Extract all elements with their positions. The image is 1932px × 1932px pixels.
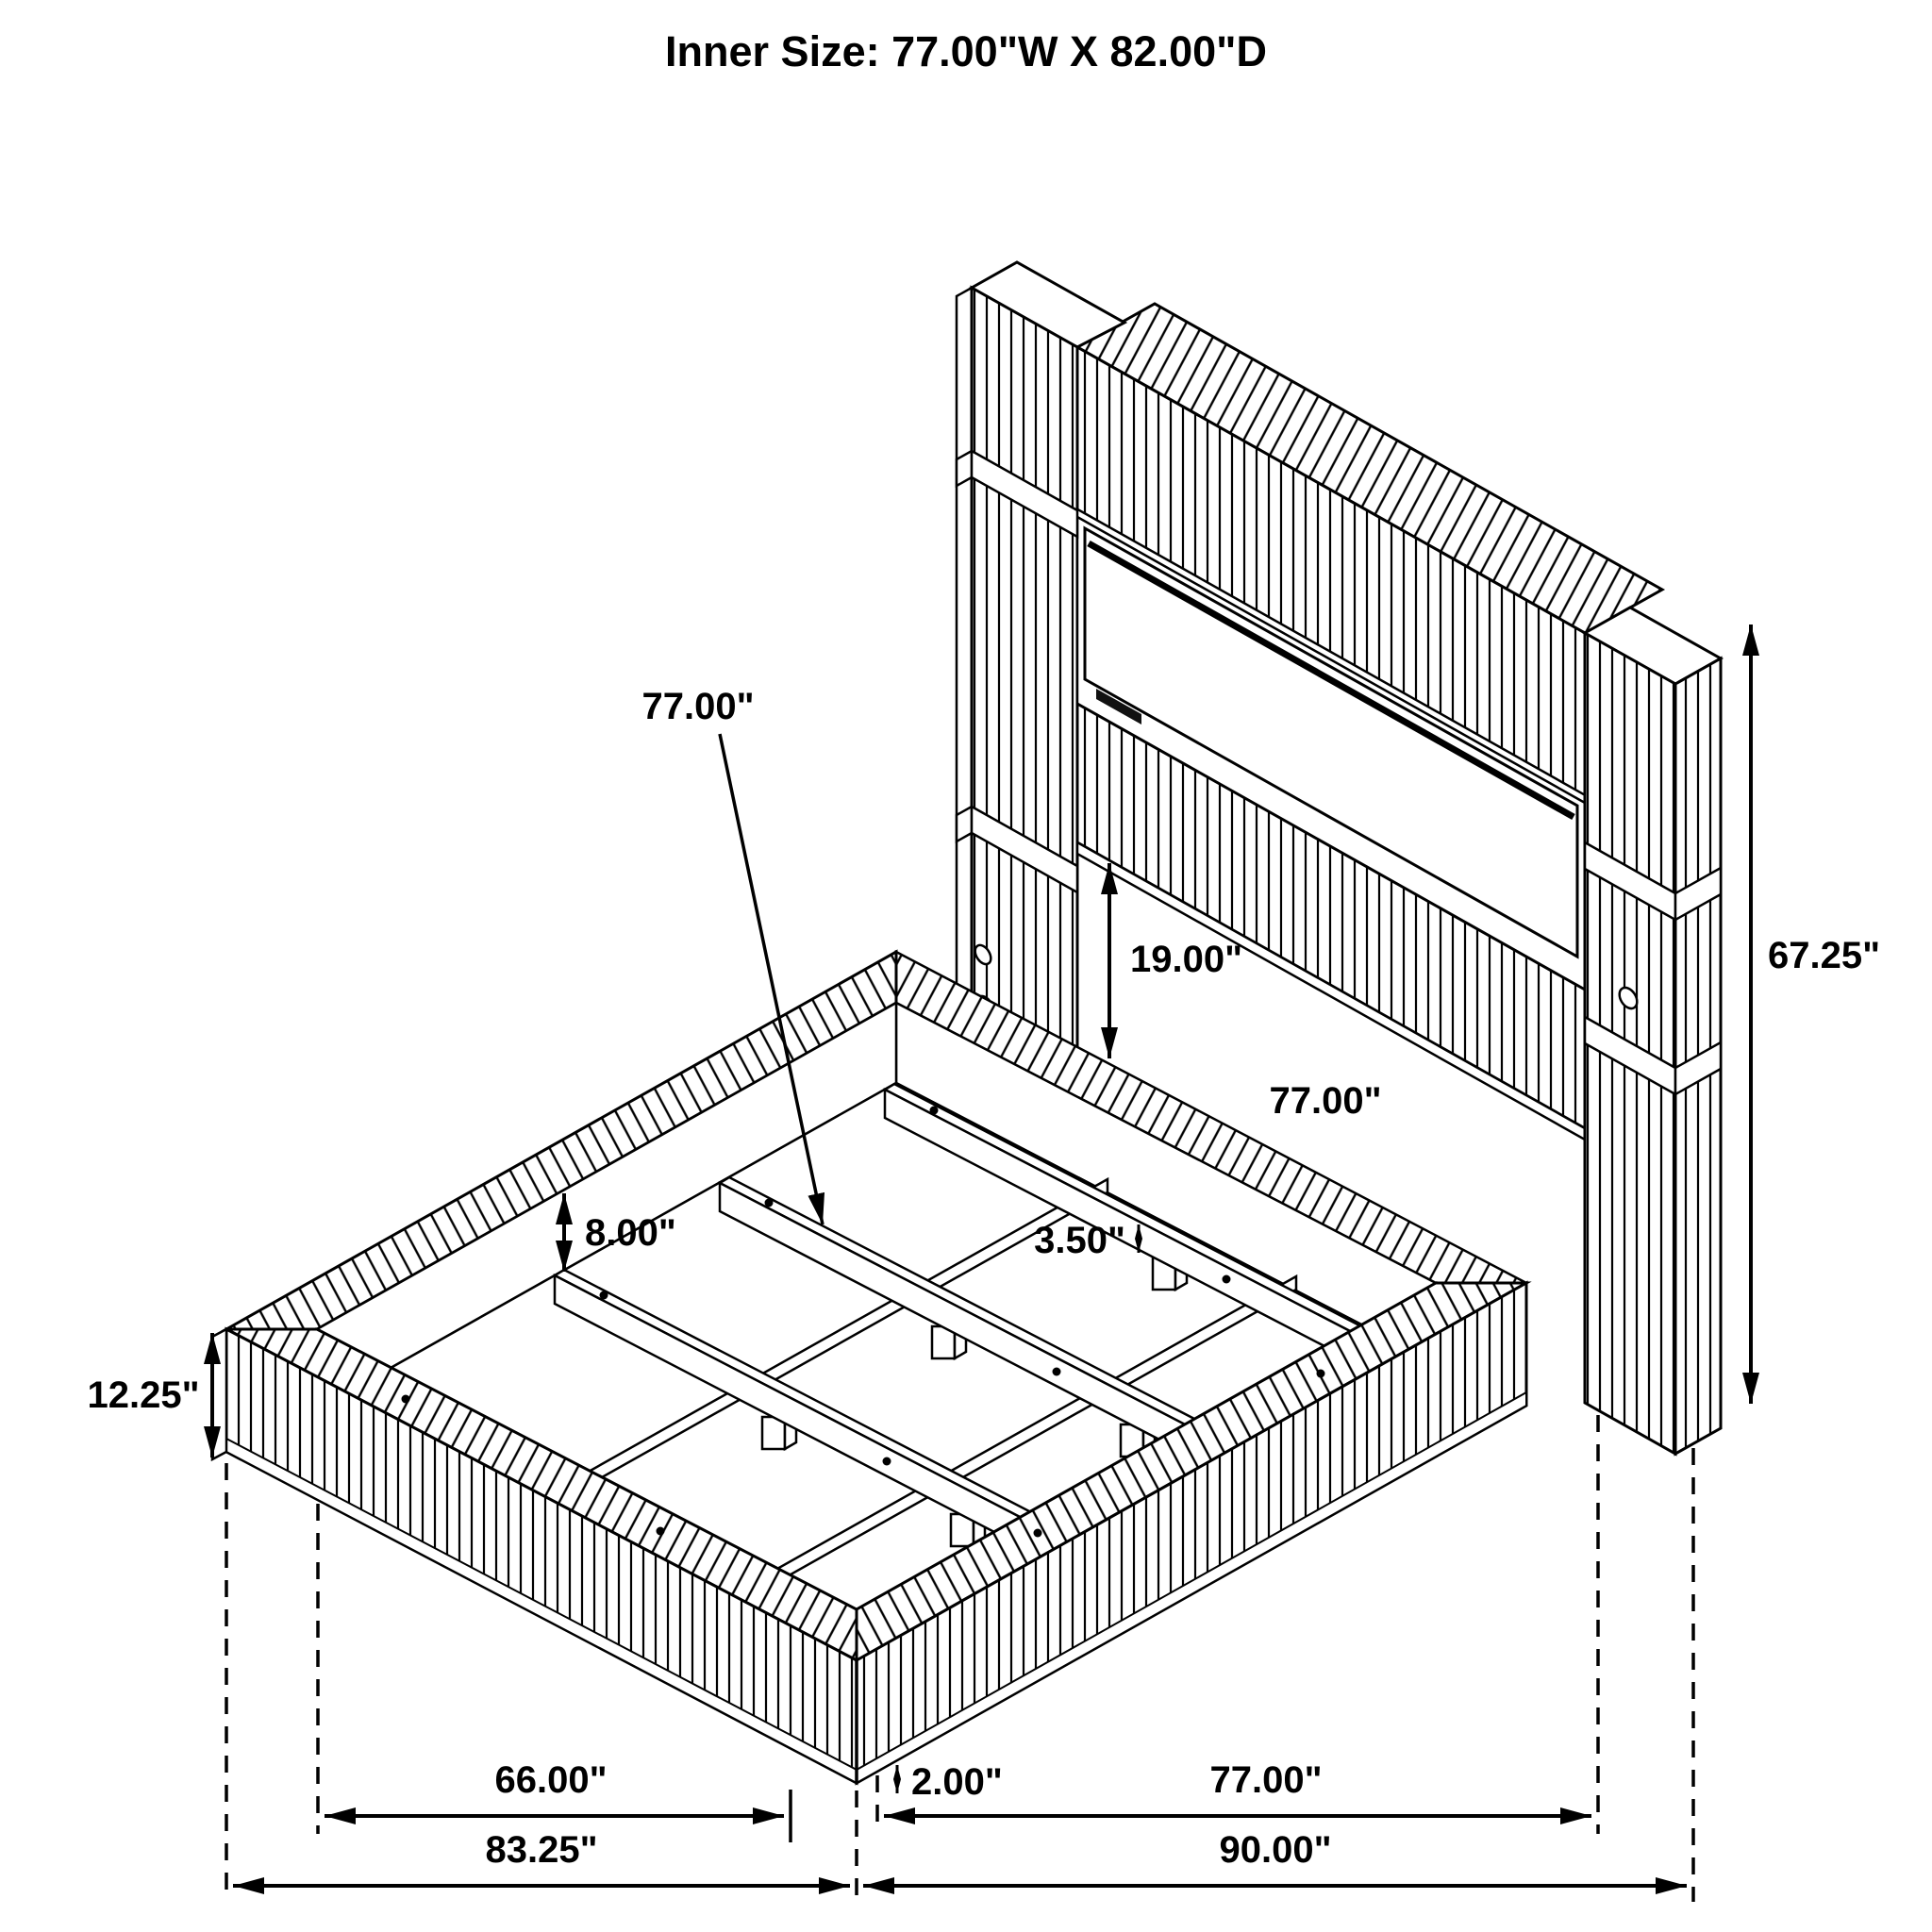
rail-left-end-face xyxy=(212,1329,226,1459)
dim-label-1225: 12.25" xyxy=(87,1374,200,1416)
left-post-side-face xyxy=(957,288,972,1074)
dim-label-66: 66.00" xyxy=(494,1759,608,1801)
dim-label-8: 8.00" xyxy=(585,1212,676,1254)
dim-label-350: 3.50" xyxy=(1034,1220,1125,1261)
page-title: Inner Size: 77.00"W X 82.00"D xyxy=(665,27,1267,75)
dim-label-77-bottom: 77.00" xyxy=(1209,1759,1323,1801)
dim-label-19: 19.00" xyxy=(1130,939,1243,980)
dim-label-inner-77: 77.00" xyxy=(1269,1080,1382,1122)
dim-label-6725: 67.25" xyxy=(1768,935,1881,976)
dim-label-slat-length: 77.00" xyxy=(641,686,755,727)
dim-label-8325: 83.25" xyxy=(485,1829,598,1871)
platform-base xyxy=(212,952,1526,1783)
dim-label-90: 90.00" xyxy=(1219,1829,1332,1871)
dim-label-200: 2.00" xyxy=(911,1761,1003,1803)
